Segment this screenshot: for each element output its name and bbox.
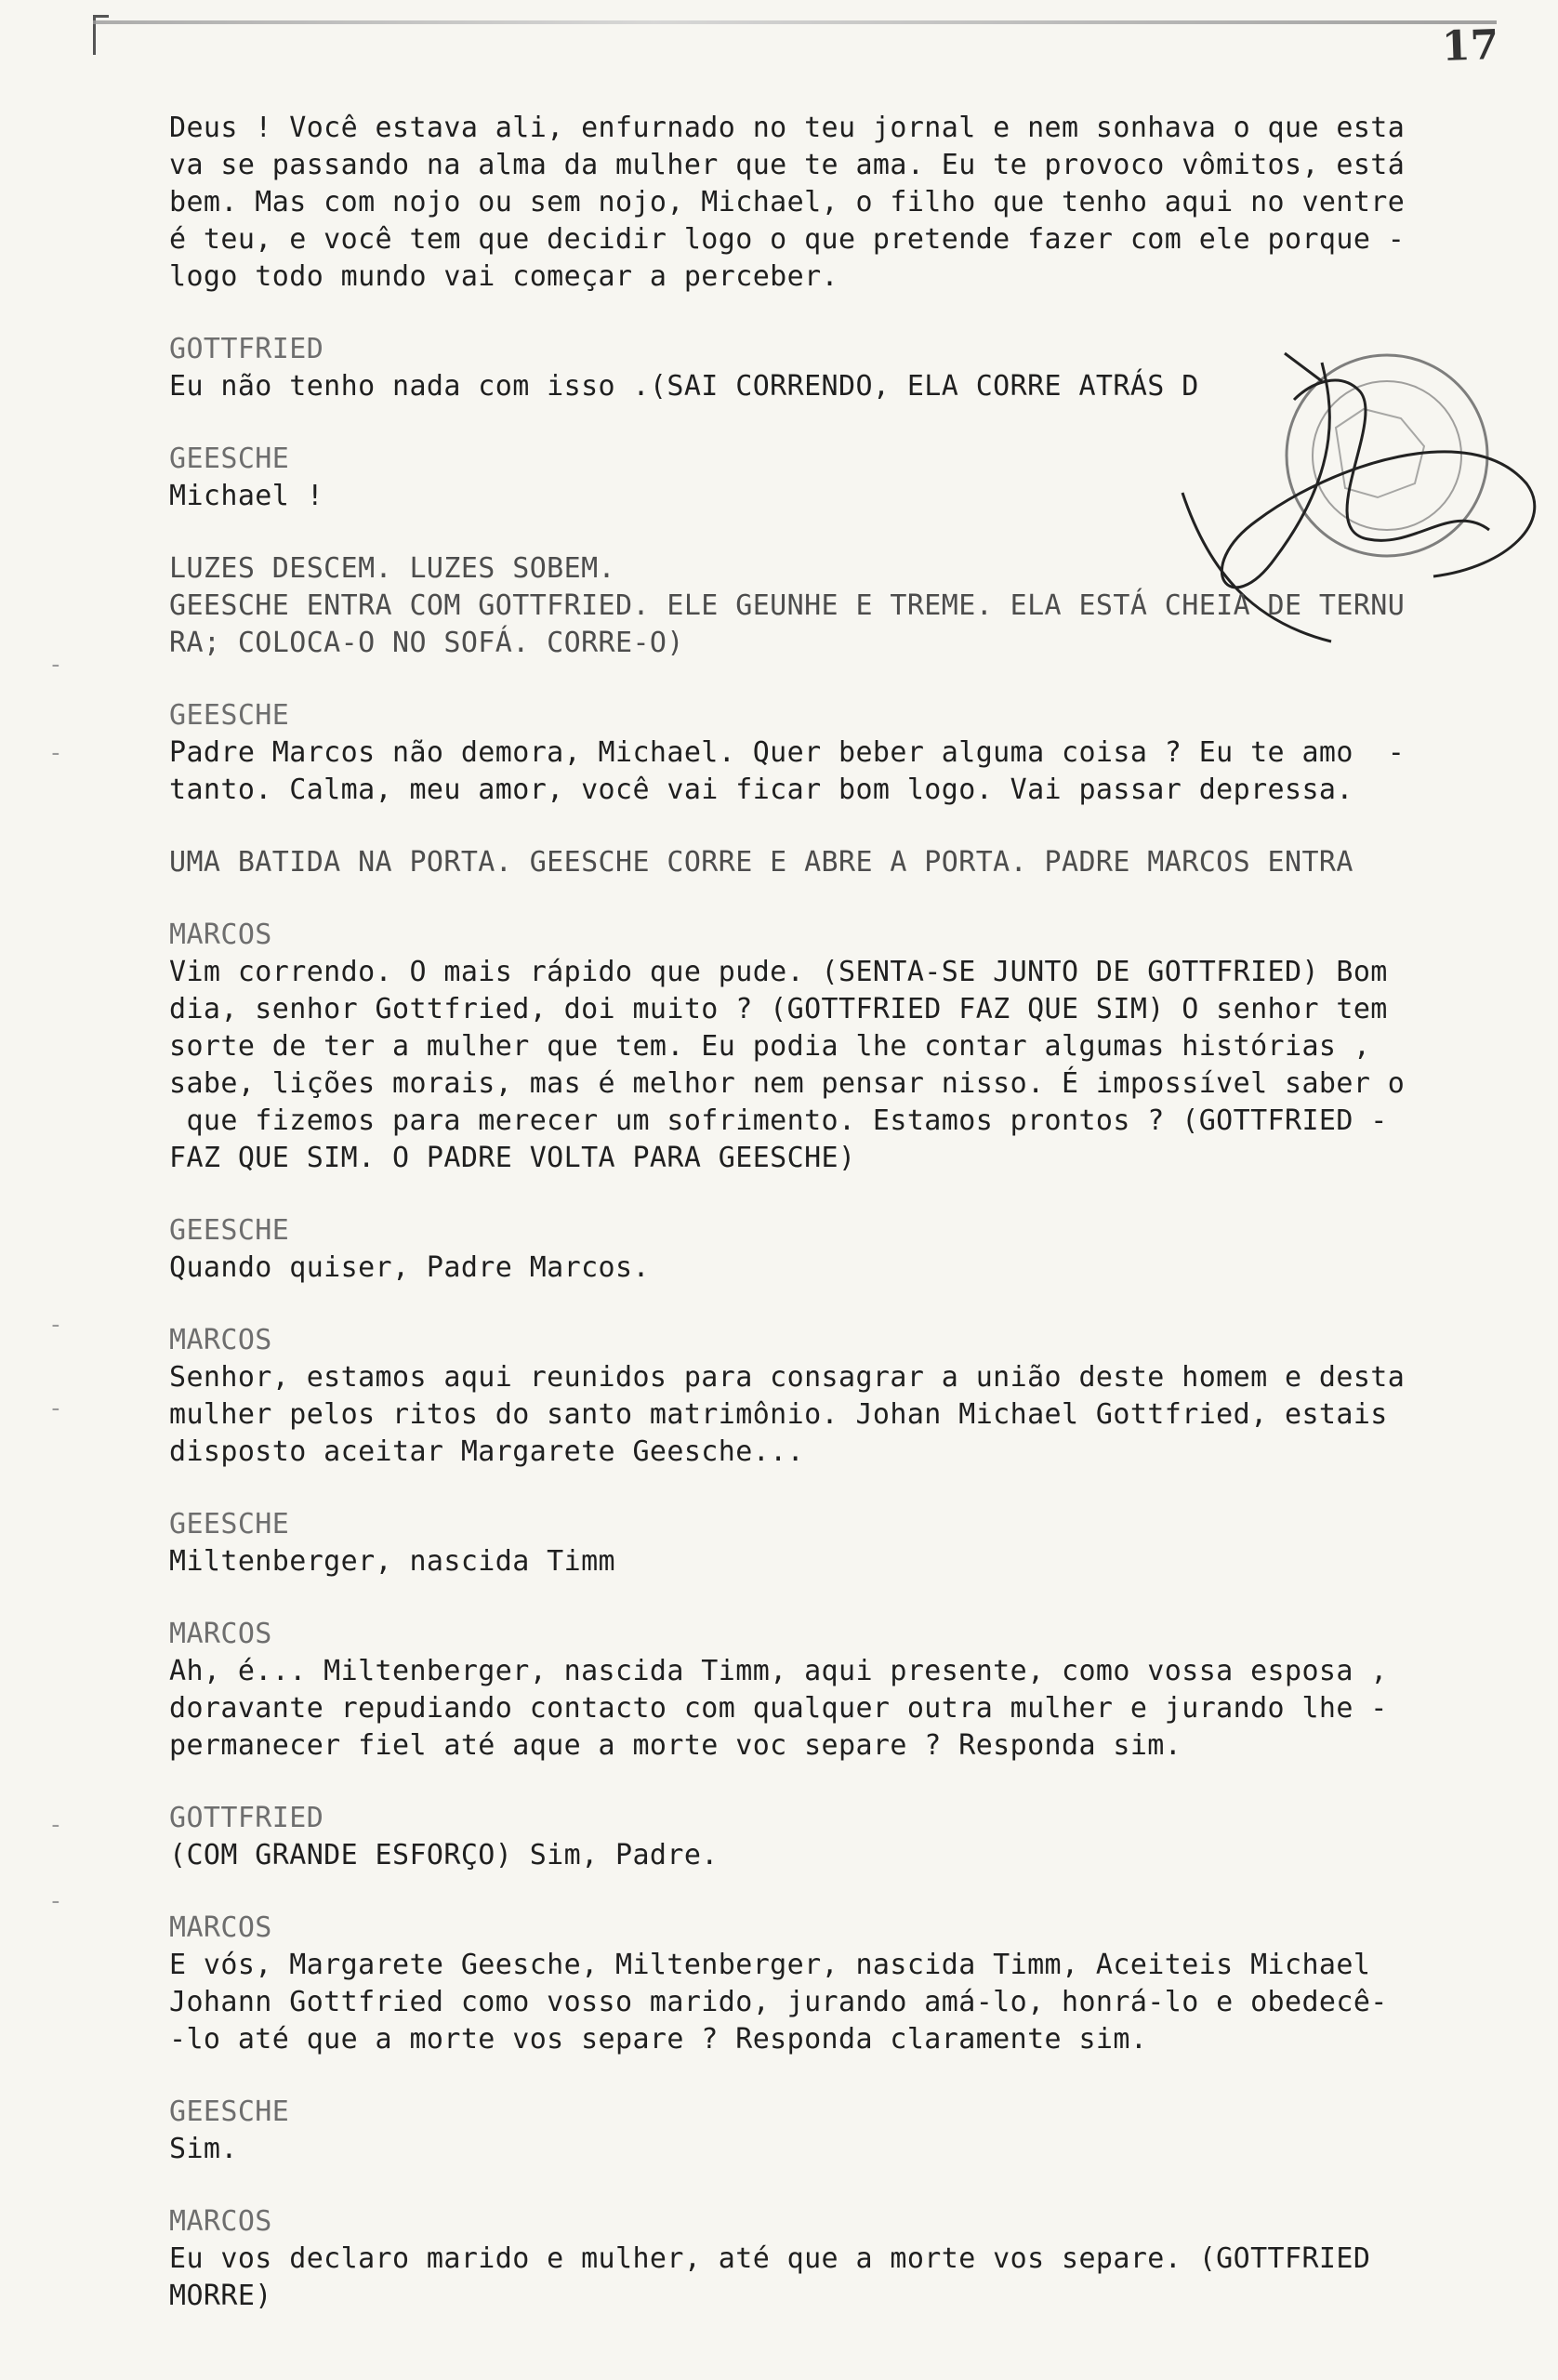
dialogue-line: Sim.	[169, 2133, 238, 2165]
dialogue-line: Eu vos declaro marido e mulher, até que a morte vos separe. (GOTTFRIED	[169, 2242, 1371, 2275]
dialogue-block	[169, 441, 1526, 515]
dialogue-line: logo todo mundo vai começar a perceber.	[169, 260, 838, 293]
margin-mark: -	[48, 1811, 63, 1839]
margin-mark: -	[48, 1311, 63, 1339]
dialogue-line: Padre Marcos não demora, Michael. Quer beber alguma coisa ? Eu te amo -	[169, 736, 1406, 769]
dialogue-line: que fizemos para merecer um sofrimento. Estamos prontos ? (GOTTFRIED -	[169, 1104, 1388, 1137]
dialogue-line: Deus ! Você estava ali, enfurnado no teu jornal e nem sonhava o que esta	[169, 112, 1406, 144]
speaker-name: GOTTFRIED	[169, 1802, 324, 1834]
speaker-name: MARCOS	[169, 1618, 272, 1650]
dialogue-block	[169, 110, 1526, 296]
dialogue-block	[169, 1800, 1526, 1874]
dialogue-line: é teu, e você tem que decidir logo o que pretende fazer com ele porque -	[169, 223, 1406, 256]
dialogue-line: Vim correndo. O mais rápido que pude. (SENTA-SE JUNTO DE GOTTFRIED) Bom	[169, 956, 1388, 988]
dialogue-line: Johann Gottfried como vosso marido, jurando amá-lo, honrá-lo e obedecê-	[169, 1986, 1388, 2018]
dialogue-line: tanto. Calma, meu amor, você vai ficar bom logo. Vai passar depressa.	[169, 774, 1353, 806]
speaker-name: GOTTFRIED	[169, 333, 324, 365]
script-page-text	[169, 110, 1526, 2350]
stage-direction-block	[169, 844, 1526, 881]
dialogue-line: disposto aceitar Margarete Geesche...	[169, 1435, 805, 1468]
dialogue-line: permanecer fiel até aque a morte voc separe ? Responda sim.	[169, 1729, 1182, 1762]
dialogue-line: MORRE)	[169, 2280, 272, 2312]
dialogue-line: -lo até que a morte vos separe ? Responda claramente sim.	[169, 2023, 1148, 2056]
margin-mark: -	[48, 1887, 63, 1915]
speaker-name: GEESCHE	[169, 443, 290, 475]
stage-direction-line: GEESCHE ENTRA COM GOTTFRIED. ELE GEUNHE E TREME. ELA ESTÁ CHEIA DE TERNU	[169, 589, 1406, 622]
dialogue-line: doravante repudiando contacto com qualquer outra mulher e jurando lhe -	[169, 1692, 1388, 1725]
dialogue-line: (COM GRANDE ESFORÇO) Sim, Padre.	[169, 1839, 719, 1871]
dialogue-block	[169, 331, 1526, 405]
dialogue-block	[169, 1506, 1526, 1580]
margin-mark: -	[48, 651, 63, 679]
stage-direction-line: RA; COLOCA-O NO SOFÁ. CORRE-O)	[169, 627, 684, 659]
speaker-name: GEESCHE	[169, 1214, 290, 1247]
stage-direction-block	[169, 550, 1526, 662]
speaker-name: GEESCHE	[169, 2096, 290, 2128]
speaker-name: MARCOS	[169, 1911, 272, 1944]
dialogue-line: E vós, Margarete Geesche, Miltenberger, nascida Timm, Aceiteis Michael	[169, 1949, 1371, 1981]
dialogue-block	[169, 697, 1526, 809]
speaker-name: MARCOS	[169, 2205, 272, 2238]
dialogue-line: Eu não tenho nada com isso .(SAI CORRENDO, ELA CORRE ATRÁS D	[169, 370, 1199, 403]
dialogue-block	[169, 1322, 1526, 1471]
stage-direction-line: LUZES DESCEM. LUZES SOBEM.	[169, 552, 615, 585]
dialogue-line: Senhor, estamos aqui reunidos para consagrar a união deste homem e desta	[169, 1361, 1406, 1394]
dialogue-block	[169, 2094, 1526, 2168]
dialogue-line: Miltenberger, nascida Timm	[169, 1545, 615, 1578]
dialogue-line: sabe, lições morais, mas é melhor nem pensar nisso. É impossível saber o	[169, 1067, 1406, 1100]
dialogue-block	[169, 917, 1526, 1177]
dialogue-line: dia, senhor Gottfried, doi muito ? (GOTTFRIED FAZ QUE SIM) O senhor tem	[169, 993, 1388, 1025]
dialogue-line: va se passando na alma da mulher que te ama. Eu te provoco vômitos, está	[169, 149, 1406, 181]
speaker-name: MARCOS	[169, 1324, 272, 1356]
speaker-name: GEESCHE	[169, 1508, 290, 1540]
dialogue-block	[169, 2203, 1526, 2315]
page-top-rule	[93, 20, 1497, 24]
margin-mark: -	[48, 739, 63, 767]
speaker-name: GEESCHE	[169, 699, 290, 732]
dialogue-block	[169, 1212, 1526, 1287]
dialogue-line: sorte de ter a mulher que tem. Eu podia lhe contar algumas histórias ,	[169, 1030, 1371, 1063]
margin-mark: -	[48, 1395, 63, 1422]
stage-direction-line: UMA BATIDA NA PORTA. GEESCHE CORRE E ABRE A PORTA. PADRE MARCOS ENTRA	[169, 846, 1353, 879]
dialogue-block	[169, 1616, 1526, 1765]
dialogue-line: mulher pelos ritos do santo matrimônio. Johan Michael Gottfried, estais	[169, 1398, 1388, 1431]
speaker-name: MARCOS	[169, 919, 272, 951]
page-number: 17	[1440, 20, 1499, 72]
dialogue-line: Quando quiser, Padre Marcos.	[169, 1251, 650, 1284]
dialogue-block	[169, 1910, 1526, 2058]
dialogue-line: bem. Mas com nojo ou sem nojo, Michael, o filho que tenho aqui no ventre	[169, 186, 1406, 218]
dialogue-line: Ah, é... Miltenberger, nascida Timm, aqui presente, como vossa esposa ,	[169, 1655, 1388, 1687]
dialogue-line: Michael !	[169, 480, 324, 512]
dialogue-line: FAZ QUE SIM. O PADRE VOLTA PARA GEESCHE)	[169, 1142, 856, 1174]
